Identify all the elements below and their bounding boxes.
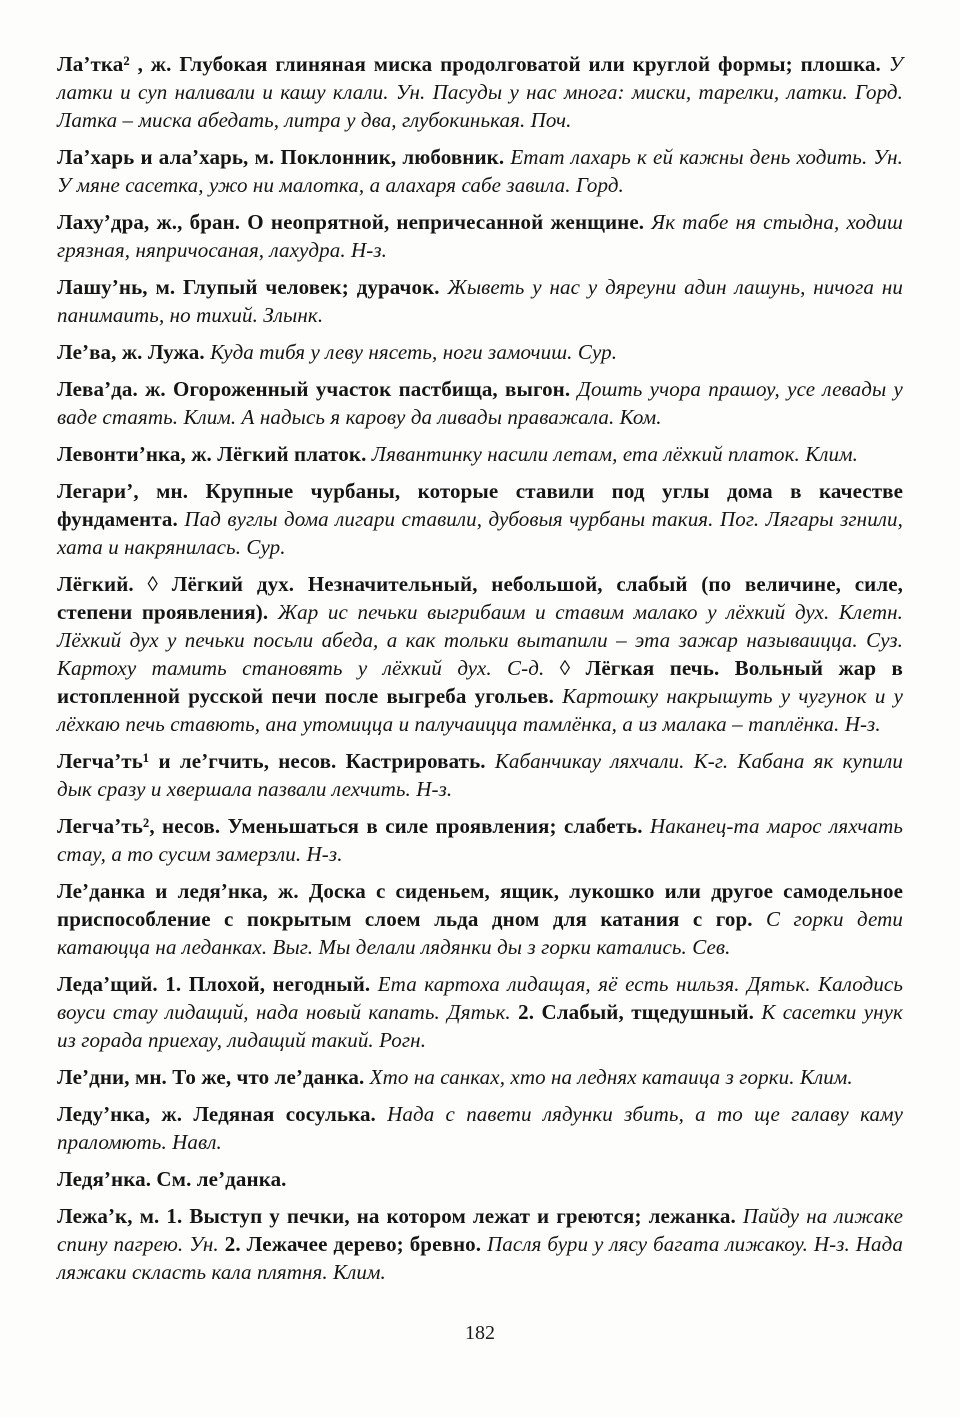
- entry-quote: С горки дети катаюцца на леданках. Выг. Мы делали лядянки ды з горки катались. Сев.: [57, 907, 903, 959]
- entry-subentry-definition: Лёгкая печь. Вольный жар в истопленной русской печи после выгреба угольев.: [57, 656, 903, 708]
- diamond-icon: ◊: [147, 572, 172, 596]
- entry-quote: Лявантинку насили летам, ета лёхкий платок. Клим.: [371, 442, 858, 466]
- entry-headword-definition: Лёгкий.: [57, 572, 148, 596]
- entry-headword-definition: Ле’ва, ж. Лужа.: [57, 340, 211, 364]
- entry-headword-definition: Леда’щий. 1. Плохой, негодный.: [57, 972, 378, 996]
- entry-headword-definition: Ледя’нка. См. ле’данка.: [57, 1167, 287, 1191]
- entry-headword-definition: Ле’дни, мн. То же, что ле’данка.: [57, 1065, 370, 1089]
- entry-quote: Пайду на лижаке спину пагрею. Ун.: [57, 1204, 903, 1256]
- entry-subentry-definition: Лёгкий дух. Незначительный, небольшой, слабый (по величине, силе, степени проявления).: [57, 572, 903, 624]
- entry-sense-definition: 2. Лежачее дерево; бревно.: [224, 1232, 488, 1256]
- entry-headword-definition: Леду’нка, ж. Ледяная сосулька.: [57, 1102, 388, 1126]
- dictionary-entry: [57, 1063, 903, 1091]
- dictionary-entry: [57, 440, 903, 468]
- entry-quote: Нада с павети лядунки збить, а то ще галаву каму праломють. Навл.: [57, 1102, 903, 1154]
- entry-quote: Хто на санках, хто на леднях катаица з горки. Клим.: [369, 1065, 853, 1089]
- dictionary-entry: [57, 1100, 903, 1156]
- entry-quote: Жыветь у нас у дяреуни адин лашунь, ничога ни панимаить, но тихий. Злынк.: [57, 275, 903, 327]
- entry-quote: Пад вуглы дома лигари ставили, дубовыя чурбаны такия. Пог. Лягары згнили, хата и накрянилась. Сур.: [57, 507, 903, 559]
- dictionary-entry: [57, 143, 903, 199]
- entry-sense-definition: 2. Слабый, тщедушный.: [518, 1000, 762, 1024]
- dictionary-entry: [57, 375, 903, 431]
- dictionary-entry: [57, 50, 903, 134]
- entry-quote: Наканец-та марос ляхчать стау, а то сусим замерзли. Н-з.: [57, 814, 903, 866]
- entry-quote: Кабанчикау ляхчали. К-г. Кабана як купили дык сразу и хвершала пазвали лехчить. Н-з.: [57, 749, 903, 801]
- dictionary-entry: [57, 208, 903, 264]
- entry-headword-definition: Ле’данка и ледя’нка, ж. Доска с сиденьем, ящик, лукошко или другое самодельное приспособление с покрытым слоем льда дном для катания с гор.: [57, 879, 903, 931]
- entry-quote: Етат лахарь к ей кажны день ходить. Ун. У мяне сасетка, ужо ни малотка, а алахаря сабе завила. Горд.: [57, 145, 904, 197]
- dictionary-entry: [57, 1202, 903, 1286]
- dictionary-entry: [57, 877, 903, 961]
- entry-quote: К сасетки унук из горада приехау, лидащий такий. Рогн.: [57, 1000, 903, 1052]
- dictionary-entry: [57, 970, 903, 1054]
- entry-headword-definition: Легча’ть², несов. Уменьшаться в силе проявления; слабеть.: [57, 814, 650, 838]
- dictionary-entry: [57, 477, 903, 561]
- diamond-icon: ◊: [559, 656, 586, 680]
- entry-quote: Жар ис печьки выгрибаим и ставим малако у лёхкий дух. Клетн. Лёхкий дух у печьки посьли абеда, а как тольки вытапили – эта зажар называицца. Суз. Картоху тамить становять у лёхкий дух. С-д.: [57, 600, 903, 680]
- entries: [57, 50, 903, 1295]
- entry-quote: Картошку накрышуть у чугунок и у лёхкаю печь ставють, ана утомицца и палучаицца тамлёнка, а из малака – таплёнка. Н-з.: [57, 684, 903, 736]
- entry-headword-definition: Ла’тка² , ж. Глубокая глиняная миска продолговатой или круглой формы; плошка.: [57, 52, 889, 76]
- dictionary-entry: [57, 338, 903, 366]
- entry-headword-definition: Ла’харь и ала’харь, м. Поклонник, любовник.: [57, 145, 511, 169]
- entry-headword-definition: Лежа’к, м. 1. Выступ у печки, на котором лежат и греются; лежанка.: [57, 1204, 743, 1228]
- entry-headword-definition: Лаху’дра, ж., бран. О неопрятной, непричесанной женщине.: [57, 210, 652, 234]
- entry-quote: У латки и суп наливали и кашу клали. Ун. Пасуды у нас многа: миски, тарелки, латки. Горд. Латка – миска абедать, литра у два, глубокинькая. Поч.: [57, 52, 903, 132]
- page-number: 182: [465, 1322, 495, 1344]
- entry-headword-definition: Лашу’нь, м. Глупый человек; дурачок.: [57, 275, 448, 299]
- dictionary-entry: [57, 570, 903, 738]
- entry-quote: Дошть учора прашоу, усе левады у ваде стаять. Клим. А надысь я карову да ливады праважала. Ком.: [57, 377, 903, 429]
- entry-headword-definition: Левонти’нка, ж. Лёгкий платок.: [57, 442, 372, 466]
- entry-quote: Куда тибя у леву нясеть, ноги замочиш. Сур.: [210, 340, 618, 364]
- dictionary-entry: [57, 273, 903, 329]
- entry-quote: Ета картоха лидащая, яё есть нильзя. Дятьк. Калодись воуси стау лидащий, нада новый капать. Дятьк.: [57, 972, 903, 1024]
- entry-headword-definition: Легча’ть¹ и ле’гчить, несов. Кастрировать.: [57, 749, 495, 773]
- dictionary-entry: [57, 812, 903, 868]
- dictionary-entry: [57, 747, 903, 803]
- entry-quote: Як табе ня стыдна, ходиш грязная, няпричосаная, лахудра. Н-з.: [57, 210, 903, 262]
- entry-headword-definition: Легари’, мн. Крупные чурбаны, которые ставили под углы дома в качестве фундамента.: [57, 479, 903, 531]
- entry-quote: Пасля бури у лясу багата лижакоу. Н-з. Нада ляжаки скласть кала плятня. Клим.: [57, 1232, 903, 1284]
- dictionary-entry: [57, 1165, 903, 1193]
- entry-headword-definition: Лева’да. ж. Огороженный участок пастбища, выгон.: [57, 377, 578, 401]
